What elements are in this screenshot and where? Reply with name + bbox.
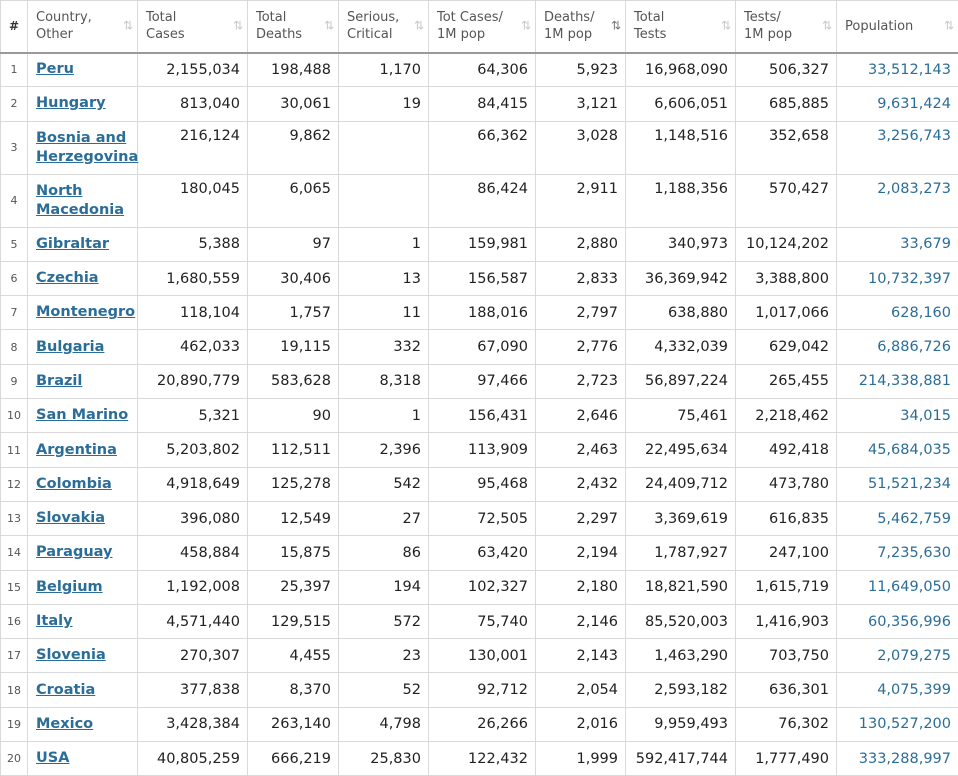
serious-critical-cell: 19 bbox=[339, 87, 429, 121]
total-deaths-cell: 4,455 bbox=[248, 639, 339, 673]
country-link[interactable]: Montenegro bbox=[36, 304, 136, 321]
country-link[interactable]: Paraguay bbox=[36, 544, 113, 561]
header-label: 1M pop bbox=[744, 27, 793, 43]
country-link[interactable]: Hungary bbox=[36, 95, 106, 112]
header-serious-critical[interactable] bbox=[339, 1, 429, 53]
tests-per-million-cell: 492,418 bbox=[736, 433, 837, 467]
row-index: 2 bbox=[1, 87, 28, 121]
serious-critical-cell: 25,830 bbox=[339, 742, 429, 776]
country-cell bbox=[28, 87, 138, 121]
population-cell: 6,886,726 bbox=[837, 330, 958, 364]
country-cell bbox=[28, 330, 138, 364]
serious-critical-cell: 4,798 bbox=[339, 707, 429, 741]
serious-critical-cell: 332 bbox=[339, 330, 429, 364]
total-deaths-cell: 6,065 bbox=[248, 174, 339, 227]
population-cell: 9,631,424 bbox=[837, 87, 958, 121]
table-row bbox=[1, 639, 958, 673]
population-cell: 34,015 bbox=[837, 399, 958, 433]
total-cases-cell: 5,388 bbox=[138, 227, 248, 261]
table-row bbox=[1, 53, 958, 87]
serious-critical-cell: 194 bbox=[339, 570, 429, 604]
header-label: Cases bbox=[146, 27, 185, 43]
row-index: 18 bbox=[1, 673, 28, 707]
cases-per-million-cell: 156,587 bbox=[429, 261, 536, 295]
country-cell bbox=[28, 53, 138, 87]
country-cell bbox=[28, 296, 138, 330]
country-link[interactable]: Peru bbox=[36, 61, 74, 78]
header-total-deaths[interactable] bbox=[248, 1, 339, 53]
total-deaths-cell: 30,061 bbox=[248, 87, 339, 121]
deaths-per-million-cell: 2,180 bbox=[536, 570, 626, 604]
total-deaths-cell: 198,488 bbox=[248, 53, 339, 87]
header-total-cases[interactable] bbox=[138, 1, 248, 53]
cases-per-million-cell: 86,424 bbox=[429, 174, 536, 227]
table-row bbox=[1, 364, 958, 398]
deaths-per-million-cell: 2,776 bbox=[536, 330, 626, 364]
tests-per-million-cell: 703,750 bbox=[736, 639, 837, 673]
header-label: Deaths bbox=[256, 27, 303, 43]
country-link[interactable]: Croatia bbox=[36, 681, 96, 698]
country-link[interactable]: Bosnia and Herzegovina bbox=[36, 129, 139, 165]
tests-per-million-cell: 1,416,903 bbox=[736, 604, 837, 638]
header-label: Population bbox=[845, 18, 914, 34]
sort-arrows-icon[interactable]: ⇅ bbox=[720, 18, 729, 33]
row-index: 11 bbox=[1, 433, 28, 467]
table-row bbox=[1, 536, 958, 570]
header-label: Other bbox=[36, 27, 73, 43]
total-deaths-cell: 125,278 bbox=[248, 467, 339, 501]
deaths-per-million-cell: 2,463 bbox=[536, 433, 626, 467]
country-cell bbox=[28, 227, 138, 261]
country-cell bbox=[28, 742, 138, 776]
total-deaths-cell: 8,370 bbox=[248, 673, 339, 707]
tests-per-million-cell: 636,301 bbox=[736, 673, 837, 707]
serious-critical-cell: 1 bbox=[339, 227, 429, 261]
population-cell: 130,527,200 bbox=[837, 707, 958, 741]
serious-critical-cell: 11 bbox=[339, 296, 429, 330]
cases-per-million-cell: 64,306 bbox=[429, 53, 536, 87]
header-total-tests[interactable] bbox=[626, 1, 736, 53]
tests-per-million-cell: 685,885 bbox=[736, 87, 837, 121]
row-index: 4 bbox=[1, 174, 28, 227]
deaths-per-million-cell: 2,054 bbox=[536, 673, 626, 707]
sort-arrows-icon[interactable]: ⇅ bbox=[232, 18, 241, 33]
total-deaths-cell: 15,875 bbox=[248, 536, 339, 570]
total-cases-cell: 118,104 bbox=[138, 296, 248, 330]
country-cell bbox=[28, 536, 138, 570]
table-row bbox=[1, 261, 958, 295]
table-row bbox=[1, 330, 958, 364]
total-cases-cell: 2,155,034 bbox=[138, 53, 248, 87]
tests-per-million-cell: 473,780 bbox=[736, 467, 837, 501]
serious-critical-cell: 572 bbox=[339, 604, 429, 638]
header-label: Total bbox=[256, 10, 287, 26]
total-deaths-cell: 1,757 bbox=[248, 296, 339, 330]
population-cell: 628,160 bbox=[837, 296, 958, 330]
country-cell bbox=[28, 467, 138, 501]
country-link[interactable]: San Marino bbox=[36, 407, 129, 424]
deaths-per-million-cell: 2,646 bbox=[536, 399, 626, 433]
tests-per-million-cell: 247,100 bbox=[736, 536, 837, 570]
cases-per-million-cell: 67,090 bbox=[429, 330, 536, 364]
total-cases-cell: 4,571,440 bbox=[138, 604, 248, 638]
total-deaths-cell: 19,115 bbox=[248, 330, 339, 364]
table-row bbox=[1, 433, 958, 467]
serious-critical-cell: 2,396 bbox=[339, 433, 429, 467]
total-tests-cell: 75,461 bbox=[626, 399, 736, 433]
total-cases-cell: 20,890,779 bbox=[138, 364, 248, 398]
header-label: Total bbox=[634, 10, 665, 26]
tests-per-million-cell: 265,455 bbox=[736, 364, 837, 398]
total-cases-cell: 270,307 bbox=[138, 639, 248, 673]
row-index: 14 bbox=[1, 536, 28, 570]
total-cases-cell: 813,040 bbox=[138, 87, 248, 121]
population-cell: 33,512,143 bbox=[837, 53, 958, 87]
total-tests-cell: 56,897,224 bbox=[626, 364, 736, 398]
total-cases-cell: 462,033 bbox=[138, 330, 248, 364]
total-cases-cell: 180,045 bbox=[138, 174, 248, 227]
header-label: Tests/ bbox=[744, 10, 781, 26]
country-cell bbox=[28, 121, 138, 174]
deaths-per-million-cell: 2,297 bbox=[536, 501, 626, 535]
cases-per-million-cell: 188,016 bbox=[429, 296, 536, 330]
deaths-per-million-cell: 2,880 bbox=[536, 227, 626, 261]
total-deaths-cell: 30,406 bbox=[248, 261, 339, 295]
sort-arrows-icon[interactable]: ⇅ bbox=[520, 18, 529, 33]
country-cell bbox=[28, 261, 138, 295]
table-row bbox=[1, 399, 958, 433]
country-link[interactable]: North Macedonia bbox=[36, 182, 125, 218]
table-row bbox=[1, 673, 958, 707]
total-cases-cell: 5,321 bbox=[138, 399, 248, 433]
serious-critical-cell: 1,170 bbox=[339, 53, 429, 87]
total-tests-cell: 85,520,003 bbox=[626, 604, 736, 638]
population-cell: 33,679 bbox=[837, 227, 958, 261]
header-cases-per-million[interactable] bbox=[429, 1, 536, 53]
cases-per-million-cell: 159,981 bbox=[429, 227, 536, 261]
row-index: 10 bbox=[1, 399, 28, 433]
total-tests-cell: 4,332,039 bbox=[626, 330, 736, 364]
country-link[interactable]: Brazil bbox=[36, 372, 83, 389]
sort-arrows-icon[interactable]: ⇅ bbox=[821, 18, 830, 33]
header-label: Critical bbox=[347, 27, 393, 43]
row-index: 9 bbox=[1, 364, 28, 398]
cases-per-million-cell: 63,420 bbox=[429, 536, 536, 570]
total-cases-cell: 216,124 bbox=[138, 121, 248, 174]
deaths-per-million-cell: 2,833 bbox=[536, 261, 626, 295]
total-cases-cell: 4,918,649 bbox=[138, 467, 248, 501]
country-link[interactable]: Czechia bbox=[36, 270, 99, 287]
header-index[interactable]: # bbox=[1, 1, 28, 53]
serious-critical-cell: 23 bbox=[339, 639, 429, 673]
header-population[interactable] bbox=[837, 1, 958, 53]
total-cases-cell: 396,080 bbox=[138, 501, 248, 535]
total-cases-cell: 5,203,802 bbox=[138, 433, 248, 467]
deaths-per-million-cell: 2,723 bbox=[536, 364, 626, 398]
serious-critical-cell: 13 bbox=[339, 261, 429, 295]
deaths-per-million-cell: 2,016 bbox=[536, 707, 626, 741]
cases-per-million-cell: 84,415 bbox=[429, 87, 536, 121]
header-tests-per-million[interactable] bbox=[736, 1, 837, 53]
sort-arrows-icon[interactable]: ⇅ bbox=[122, 18, 131, 33]
tests-per-million-cell: 1,777,490 bbox=[736, 742, 837, 776]
row-index: 8 bbox=[1, 330, 28, 364]
cases-per-million-cell: 130,001 bbox=[429, 639, 536, 673]
total-tests-cell: 22,495,634 bbox=[626, 433, 736, 467]
country-cell bbox=[28, 604, 138, 638]
row-index: 6 bbox=[1, 261, 28, 295]
cases-per-million-cell: 113,909 bbox=[429, 433, 536, 467]
total-tests-cell: 9,959,493 bbox=[626, 707, 736, 741]
table-row bbox=[1, 604, 958, 638]
total-tests-cell: 1,787,927 bbox=[626, 536, 736, 570]
country-link[interactable]: Slovakia bbox=[36, 510, 106, 527]
header-label: Country, bbox=[36, 10, 92, 26]
table-row bbox=[1, 707, 958, 741]
total-tests-cell: 6,606,051 bbox=[626, 87, 736, 121]
table-header bbox=[1, 1, 958, 53]
country-cell bbox=[28, 501, 138, 535]
row-index: 7 bbox=[1, 296, 28, 330]
population-cell: 5,462,759 bbox=[837, 501, 958, 535]
population-cell: 2,083,273 bbox=[837, 174, 958, 227]
header-label: Total bbox=[146, 10, 177, 26]
cases-per-million-cell: 97,466 bbox=[429, 364, 536, 398]
tests-per-million-cell: 570,427 bbox=[736, 174, 837, 227]
row-index: 20 bbox=[1, 742, 28, 776]
sort-desc-icon[interactable]: ⇅ bbox=[610, 18, 619, 33]
header-deaths-per-million[interactable] bbox=[536, 1, 626, 53]
total-cases-cell: 1,192,008 bbox=[138, 570, 248, 604]
table-row bbox=[1, 174, 958, 227]
total-deaths-cell: 263,140 bbox=[248, 707, 339, 741]
row-index: 5 bbox=[1, 227, 28, 261]
table-row bbox=[1, 87, 958, 121]
table-row bbox=[1, 121, 958, 174]
cases-per-million-cell: 75,740 bbox=[429, 604, 536, 638]
total-tests-cell: 1,188,356 bbox=[626, 174, 736, 227]
total-tests-cell: 36,369,942 bbox=[626, 261, 736, 295]
total-deaths-cell: 112,511 bbox=[248, 433, 339, 467]
total-deaths-cell: 666,219 bbox=[248, 742, 339, 776]
table-body bbox=[1, 53, 958, 776]
population-cell: 7,235,630 bbox=[837, 536, 958, 570]
country-cell bbox=[28, 707, 138, 741]
row-index: 12 bbox=[1, 467, 28, 501]
tests-per-million-cell: 2,218,462 bbox=[736, 399, 837, 433]
total-deaths-cell: 97 bbox=[248, 227, 339, 261]
population-cell: 214,338,881 bbox=[837, 364, 958, 398]
country-cell bbox=[28, 673, 138, 707]
serious-critical-cell: 8,318 bbox=[339, 364, 429, 398]
serious-critical-cell: 542 bbox=[339, 467, 429, 501]
country-cell bbox=[28, 570, 138, 604]
total-tests-cell: 2,593,182 bbox=[626, 673, 736, 707]
header-label: 1M pop bbox=[437, 27, 486, 43]
tests-per-million-cell: 1,017,066 bbox=[736, 296, 837, 330]
country-link[interactable]: Gibraltar bbox=[36, 235, 110, 252]
country-link[interactable]: Bulgaria bbox=[36, 338, 105, 355]
total-deaths-cell: 25,397 bbox=[248, 570, 339, 604]
deaths-per-million-cell: 3,028 bbox=[536, 121, 626, 174]
cases-per-million-cell: 72,505 bbox=[429, 501, 536, 535]
deaths-per-million-cell: 2,911 bbox=[536, 174, 626, 227]
deaths-per-million-cell: 5,923 bbox=[536, 53, 626, 87]
country-link[interactable]: Argentina bbox=[36, 441, 117, 458]
tests-per-million-cell: 3,388,800 bbox=[736, 261, 837, 295]
sort-arrows-icon[interactable]: ⇅ bbox=[943, 18, 952, 33]
row-index: 17 bbox=[1, 639, 28, 673]
cases-per-million-cell: 66,362 bbox=[429, 121, 536, 174]
serious-critical-cell: 1 bbox=[339, 399, 429, 433]
row-index: 1 bbox=[1, 53, 28, 87]
tests-per-million-cell: 76,302 bbox=[736, 707, 837, 741]
serious-critical-cell bbox=[339, 174, 429, 227]
population-cell: 51,521,234 bbox=[837, 467, 958, 501]
total-tests-cell: 638,880 bbox=[626, 296, 736, 330]
table-row bbox=[1, 227, 958, 261]
row-index: 13 bbox=[1, 501, 28, 535]
population-cell: 11,649,050 bbox=[837, 570, 958, 604]
tests-per-million-cell: 1,615,719 bbox=[736, 570, 837, 604]
header-label: Tot Cases/ bbox=[437, 10, 503, 26]
serious-critical-cell bbox=[339, 121, 429, 174]
cases-per-million-cell: 122,432 bbox=[429, 742, 536, 776]
row-index: 3 bbox=[1, 121, 28, 174]
total-cases-cell: 377,838 bbox=[138, 673, 248, 707]
cases-per-million-cell: 92,712 bbox=[429, 673, 536, 707]
table-row bbox=[1, 296, 958, 330]
country-link[interactable]: Mexico bbox=[36, 715, 94, 732]
total-cases-cell: 3,428,384 bbox=[138, 707, 248, 741]
table-row bbox=[1, 570, 958, 604]
population-cell: 10,732,397 bbox=[837, 261, 958, 295]
population-cell: 4,075,399 bbox=[837, 673, 958, 707]
cases-per-million-cell: 156,431 bbox=[429, 399, 536, 433]
total-cases-cell: 1,680,559 bbox=[138, 261, 248, 295]
row-index: 15 bbox=[1, 570, 28, 604]
sort-arrows-icon[interactable]: ⇅ bbox=[323, 18, 332, 33]
country-cell bbox=[28, 399, 138, 433]
total-deaths-cell: 129,515 bbox=[248, 604, 339, 638]
cases-per-million-cell: 95,468 bbox=[429, 467, 536, 501]
header-label: Deaths/ bbox=[544, 10, 595, 26]
population-cell: 60,356,996 bbox=[837, 604, 958, 638]
deaths-per-million-cell: 3,121 bbox=[536, 87, 626, 121]
total-tests-cell: 1,463,290 bbox=[626, 639, 736, 673]
deaths-per-million-cell: 1,999 bbox=[536, 742, 626, 776]
total-deaths-cell: 583,628 bbox=[248, 364, 339, 398]
row-index: 16 bbox=[1, 604, 28, 638]
total-tests-cell: 16,968,090 bbox=[626, 53, 736, 87]
tests-per-million-cell: 10,124,202 bbox=[736, 227, 837, 261]
deaths-per-million-cell: 2,146 bbox=[536, 604, 626, 638]
tests-per-million-cell: 352,658 bbox=[736, 121, 837, 174]
country-cell bbox=[28, 639, 138, 673]
deaths-per-million-cell: 2,194 bbox=[536, 536, 626, 570]
country-cell bbox=[28, 364, 138, 398]
total-tests-cell: 1,148,516 bbox=[626, 121, 736, 174]
tests-per-million-cell: 616,835 bbox=[736, 501, 837, 535]
population-cell: 45,684,035 bbox=[837, 433, 958, 467]
header-label: Serious, bbox=[347, 10, 400, 26]
population-cell: 3,256,743 bbox=[837, 121, 958, 174]
total-deaths-cell: 90 bbox=[248, 399, 339, 433]
country-link[interactable]: Italy bbox=[36, 613, 73, 629]
serious-critical-cell: 27 bbox=[339, 501, 429, 535]
total-cases-cell: 40,805,259 bbox=[138, 742, 248, 776]
population-cell: 2,079,275 bbox=[837, 639, 958, 673]
deaths-per-million-cell: 2,143 bbox=[536, 639, 626, 673]
country-cell bbox=[28, 433, 138, 467]
deaths-per-million-cell: 2,797 bbox=[536, 296, 626, 330]
total-tests-cell: 3,369,619 bbox=[626, 501, 736, 535]
cases-per-million-cell: 26,266 bbox=[429, 707, 536, 741]
country-link[interactable]: Colombia bbox=[36, 475, 112, 492]
cases-per-million-cell: 102,327 bbox=[429, 570, 536, 604]
deaths-per-million-cell: 2,432 bbox=[536, 467, 626, 501]
header-country[interactable] bbox=[28, 1, 138, 53]
country-link[interactable]: Slovenia bbox=[36, 647, 106, 664]
total-tests-cell: 24,409,712 bbox=[626, 467, 736, 501]
country-link[interactable]: USA bbox=[36, 750, 70, 767]
tests-per-million-cell: 506,327 bbox=[736, 53, 837, 87]
country-cell bbox=[28, 174, 138, 227]
table-row bbox=[1, 742, 958, 776]
total-deaths-cell: 12,549 bbox=[248, 501, 339, 535]
serious-critical-cell: 86 bbox=[339, 536, 429, 570]
header-label: 1M pop bbox=[544, 27, 593, 43]
table-row bbox=[1, 501, 958, 535]
table-row bbox=[1, 467, 958, 501]
sort-arrows-icon[interactable]: ⇅ bbox=[413, 18, 422, 33]
total-deaths-cell: 9,862 bbox=[248, 121, 339, 174]
total-tests-cell: 592,417,744 bbox=[626, 742, 736, 776]
country-link[interactable]: Belgium bbox=[36, 578, 103, 595]
serious-critical-cell: 52 bbox=[339, 673, 429, 707]
tests-per-million-cell: 629,042 bbox=[736, 330, 837, 364]
total-cases-cell: 458,884 bbox=[138, 536, 248, 570]
row-index: 19 bbox=[1, 707, 28, 741]
total-tests-cell: 340,973 bbox=[626, 227, 736, 261]
header-label: Tests bbox=[634, 27, 667, 43]
population-cell: 333,288,997 bbox=[837, 742, 958, 776]
total-tests-cell: 18,821,590 bbox=[626, 570, 736, 604]
